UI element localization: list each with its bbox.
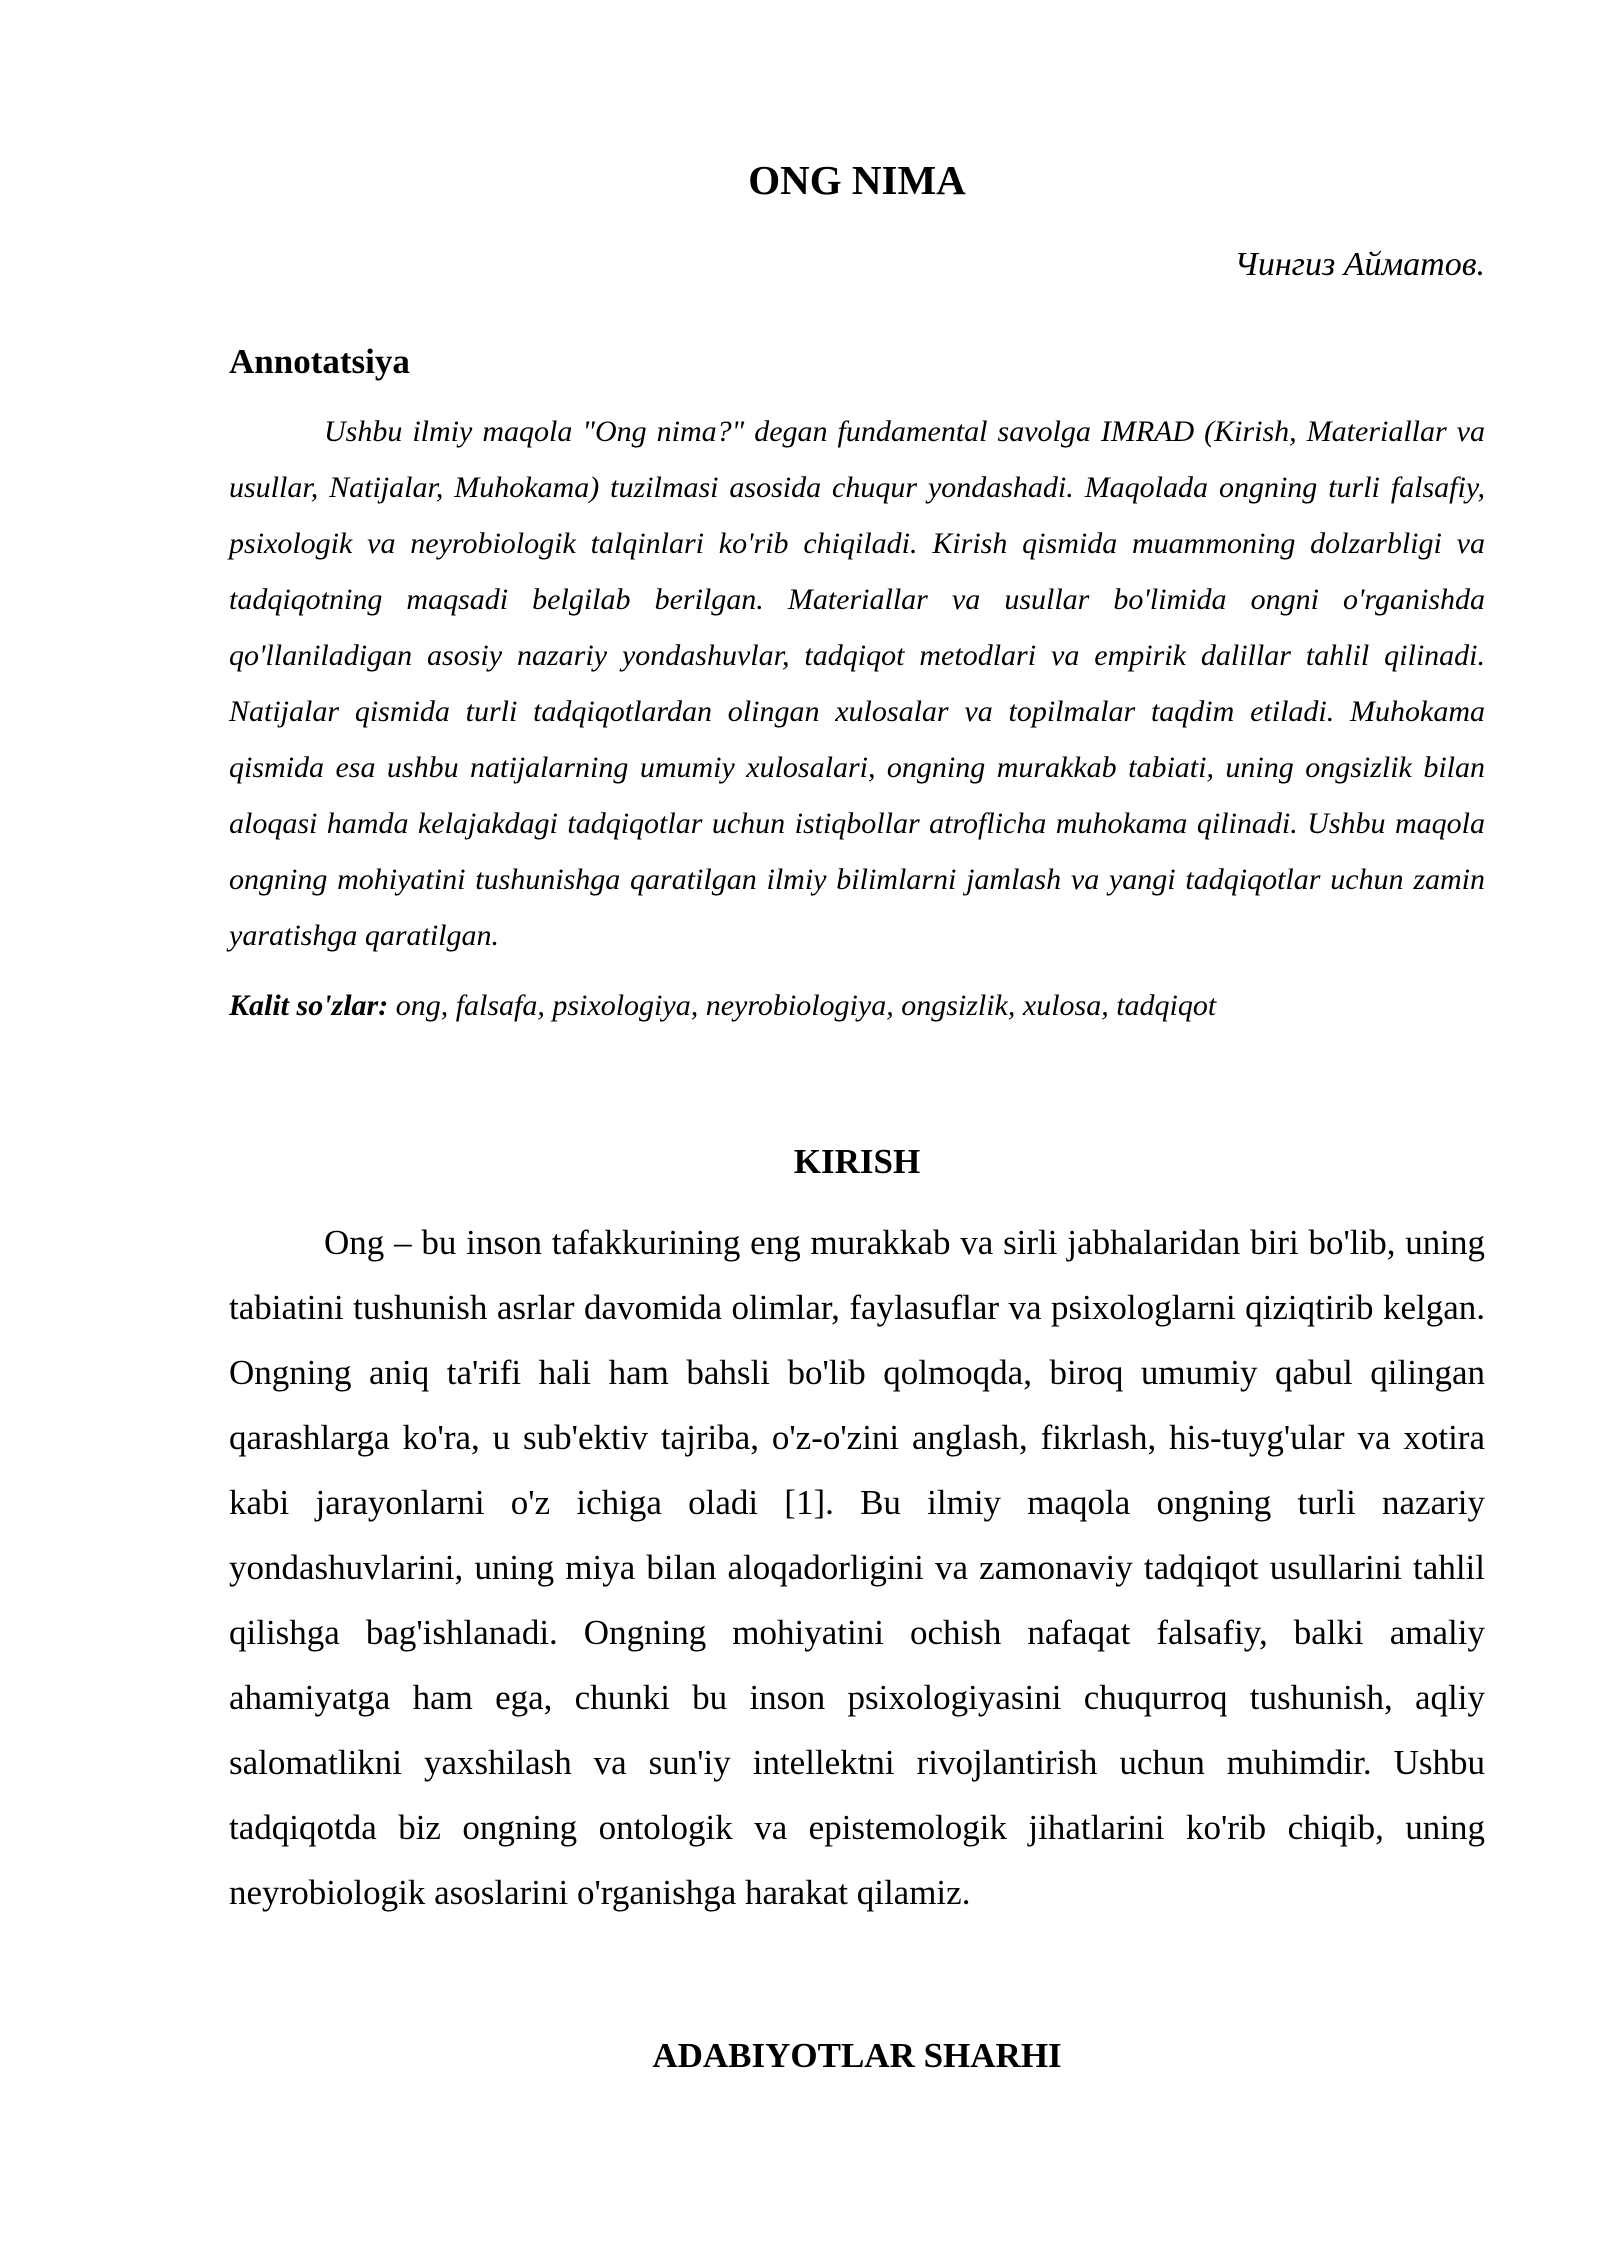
keywords-text: ong, falsafa, psixologiya, neyrobiologiya, ongsizlik, xulosa, tadqiqot	[388, 989, 1217, 1022]
keywords-label: Kalit so'zlar:	[229, 989, 389, 1022]
introduction-text: Ong – bu inson tafakkurining eng murakkab va sirli jabhalaridan biri bo'lib, uning tabiatini tushunish asrlar davomida olimlar, faylasuflar va psixologlarni qiziqtirib kelgan. Ongning aniq ta'rifi hali ham bahsli bo'lib qolmoqda, biroq umumiy qabul qilingan qarashlarga ko'ra, u sub'ektiv tajriba, o'z-o'zini anglash, fikrlash, his-tuyg'ular va xotira kabi jarayonlarni o'z ichiga oladi [1]. Bu ilmiy maqola ongning turli nazariy yondashuvlarini, uning miya bilan aloqadorligini va zamonaviy tadqiqot usullarini tahlil qilishga bag'ishlanadi. Ongning mohiyatini ochish nafaqat falsafiy, balki amaliy ahamiyatga ham ega, chunki bu inson psixologiyasini chuqurroq tushunish, aqliy salomatlikni yaxshilash va sun'iy intellektni rivojlantirish uchun muhimdir. Ushbu tadqiqotda biz ongning ontologik va epistemologik jihatlarini ko'rib chiqib, uning neyrobiologik asoslarini o'rganishga harakat qilamiz.	[229, 1223, 1485, 1912]
abstract-heading: Annotatsiya	[229, 342, 410, 381]
abstract-text: Ushbu ilmiy maqola "Ong nima?" degan fundamental savolga IMRAD (Kirish, Materiallar va usullar, Natijalar, Muhokama) tuzilmasi asosida chuqur yondashadi. Maqolada ongning turli falsafiy, psixologik va neyrobiologik talqinlari ko'rib chiqiladi. Kirish qismida muammoning dolzarbligi va tadqiqotning maqsadi belgilab berilgan. Materiallar va usullar bo'limida ongni o'rganishda qo'llaniladigan asosiy nazariy yondashuvlar, tadqiqot metodlari va empirik dalillar tahlil qilinadi. Natijalar qismida turli tadqiqotlardan olingan xulosalar va topilmalar taqdim etiladi. Muhokama qismida esa ushbu natijalarning umumiy xulosalari, ongning murakkab tabiati, uning ongsizlik bilan aloqasi hamda kelajakdagi tadqiqotlar uchun istiqbollar atroflicha muhokama qilinadi. Ushbu maqola ongning mohiyatini tushunishga qaratilgan ilmiy bilimlarni jamlash va yangi tadqiqotlar uchun zamin yaratishga qaratilgan.	[229, 415, 1485, 952]
keywords-line	[229, 978, 1485, 1034]
literature-review-heading: ADABIYOTLAR SHARHI	[652, 2036, 1062, 2075]
introduction-heading: KIRISH	[793, 1142, 921, 1181]
author-name: Чингиз Айматов.	[1234, 246, 1485, 283]
document-title: ONG NIMA	[748, 157, 966, 203]
